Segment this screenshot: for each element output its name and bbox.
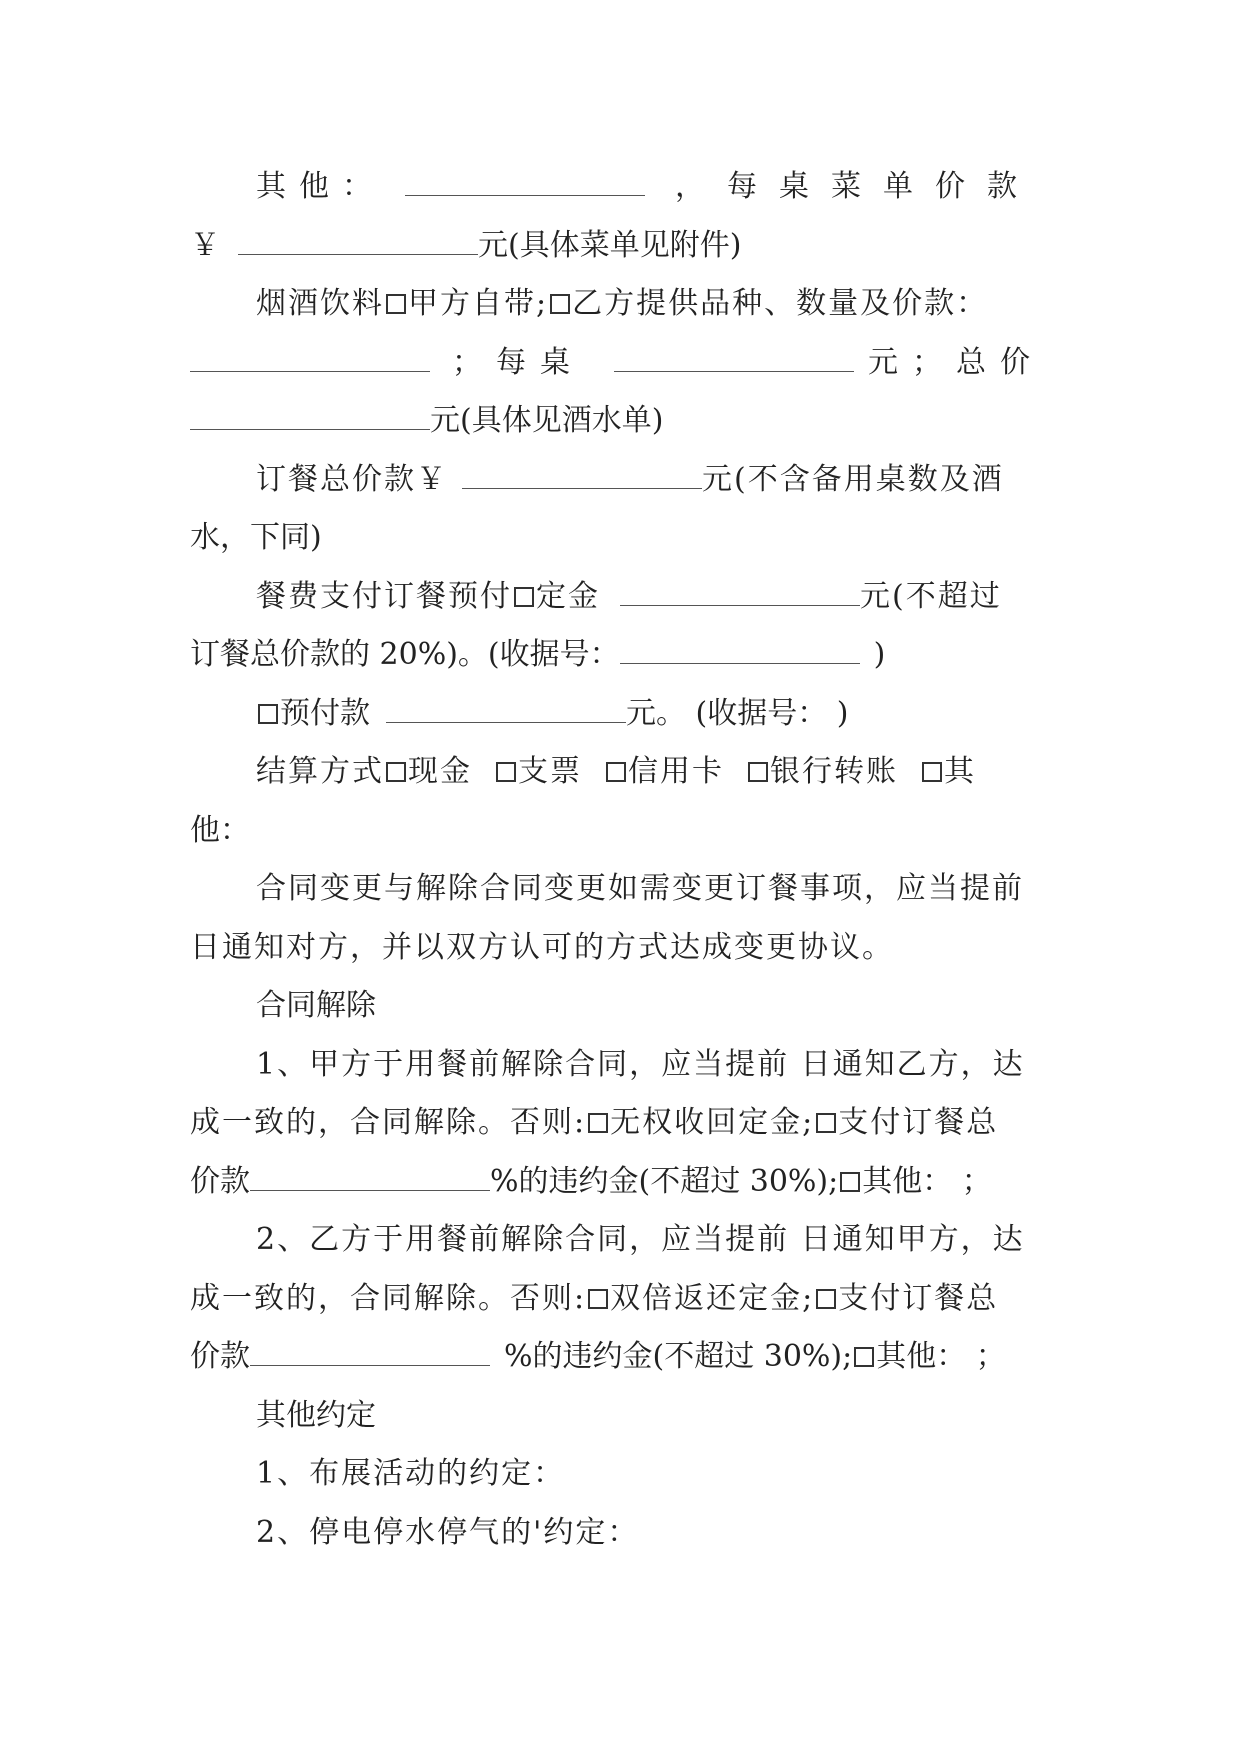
document-body: [190, 158, 1052, 1562]
text: 他：: [190, 812, 250, 848]
text: 烟酒饮料: [256, 286, 384, 321]
text: 成一致的，合同解除。否则:: [190, 1280, 587, 1316]
line-19: [190, 1211, 1052, 1270]
text: 支付订餐总: [838, 1105, 999, 1140]
text: 元；总价: [868, 344, 1044, 380]
text: 双倍返还定金;: [610, 1280, 815, 1316]
text: 元(不超过: [860, 578, 1002, 614]
line-11: [190, 743, 1052, 802]
checkbox[interactable]: [588, 1113, 608, 1133]
line-5: [190, 392, 1052, 451]
text: 元(具体见酒水单): [430, 403, 664, 438]
checkbox[interactable]: [854, 1347, 874, 1367]
blank-field[interactable]: [614, 347, 854, 372]
line-18: [190, 1153, 1052, 1212]
blank-field[interactable]: [386, 698, 626, 723]
checkbox[interactable]: [816, 1289, 836, 1309]
blank-field[interactable]: [190, 347, 430, 372]
text: 价款: [190, 1163, 250, 1199]
blank-field[interactable]: [238, 230, 478, 255]
text: 元(不含备用桌数及酒: [702, 461, 1004, 497]
text: 元(具体菜单见附件): [478, 227, 742, 263]
checkbox[interactable]: [550, 294, 570, 314]
blank-field[interactable]: [250, 1166, 490, 1191]
checkbox[interactable]: [386, 294, 406, 314]
text: 乙方提供品种、数量及价款：: [572, 286, 989, 321]
checkbox[interactable]: [258, 704, 278, 724]
line-14: [190, 919, 1052, 978]
text: 信用卡: [628, 754, 724, 789]
text: %的违约金(不超过 30%);: [490, 1163, 839, 1199]
text: 订餐总价款的 20%)。(收据号：: [190, 637, 620, 672]
line-8: [190, 568, 1052, 627]
text: 其他： ；: [862, 1163, 992, 1199]
blank-field[interactable]: [405, 171, 645, 196]
line-20: [190, 1270, 1052, 1329]
checkbox[interactable]: [386, 762, 406, 782]
blank-field[interactable]: [620, 639, 860, 664]
checkbox[interactable]: [748, 762, 768, 782]
line-13: [190, 860, 1052, 919]
text: ；每桌: [452, 344, 584, 380]
checkbox[interactable]: [496, 762, 516, 782]
text: 银行转账: [770, 754, 898, 789]
checkbox[interactable]: [514, 587, 534, 607]
text: 餐费支付订餐预付: [256, 578, 512, 614]
text: ，每桌菜单价款: [675, 169, 1039, 204]
line-7: [190, 509, 1052, 568]
text: 其: [944, 754, 976, 789]
text: 水，下同): [190, 520, 322, 555]
blank-field[interactable]: [620, 581, 860, 606]
line-16: [190, 1036, 1052, 1095]
text: 2、乙方于用餐前解除合同，应当提前 日通知甲方，达: [256, 1222, 1025, 1257]
section-heading: 其他约定: [256, 1397, 376, 1433]
text: 价款: [190, 1339, 250, 1374]
text: 订餐总价款￥: [256, 461, 448, 497]
checkbox[interactable]: [922, 762, 942, 782]
text: 其他：: [256, 169, 385, 204]
text: 成一致的，合同解除。否则:: [190, 1105, 587, 1140]
text: 预付款: [280, 695, 370, 731]
line-15: [190, 977, 1052, 1036]
line-10: [190, 685, 1052, 744]
checkbox[interactable]: [840, 1172, 860, 1192]
text: %的违约金(不超过 30%);: [504, 1339, 853, 1374]
section-heading: 合同解除: [256, 988, 376, 1023]
text: 1、甲方于用餐前解除合同，应当提前 日通知乙方，达: [256, 1046, 1025, 1082]
line-6: [190, 451, 1052, 510]
line-21: [190, 1328, 1052, 1387]
line-4: [190, 334, 1052, 393]
line-1: [190, 158, 1052, 217]
checkbox[interactable]: [588, 1289, 608, 1309]
yuan-sign: ￥: [190, 227, 220, 263]
text: 合同变更与解除合同变更如需变更订餐事项，应当提前: [256, 871, 1024, 906]
text: 甲方自带;: [408, 286, 549, 321]
checkbox[interactable]: [606, 762, 626, 782]
line-9: [190, 626, 1052, 685]
text: ): [873, 637, 886, 672]
text: 结算方式: [256, 754, 384, 789]
text: 日通知对方，并以双方认可的方式达成变更协议。: [190, 929, 894, 965]
text: 定金: [536, 578, 600, 614]
blank-field[interactable]: [190, 405, 430, 430]
blank-field[interactable]: [250, 1341, 490, 1366]
line-23: [190, 1445, 1052, 1504]
text: 2、停电停水停气的'约定：: [256, 1514, 640, 1550]
line-24: [190, 1504, 1052, 1563]
text: 现金: [408, 754, 472, 789]
text: 支付订餐总: [838, 1280, 999, 1316]
line-2: [190, 217, 1052, 276]
text: 1、布展活动的约定：: [256, 1456, 566, 1491]
line-22: [190, 1387, 1052, 1446]
line-3: [190, 275, 1052, 334]
text: 支票: [518, 754, 582, 789]
line-12: [190, 802, 1052, 861]
blank-field[interactable]: [462, 464, 702, 489]
text: 元。 (收据号： ): [626, 695, 849, 731]
checkbox[interactable]: [816, 1113, 836, 1133]
text: 其他： ；: [876, 1339, 1006, 1374]
text: 无权收回定金;: [610, 1105, 815, 1140]
line-17: [190, 1094, 1052, 1153]
